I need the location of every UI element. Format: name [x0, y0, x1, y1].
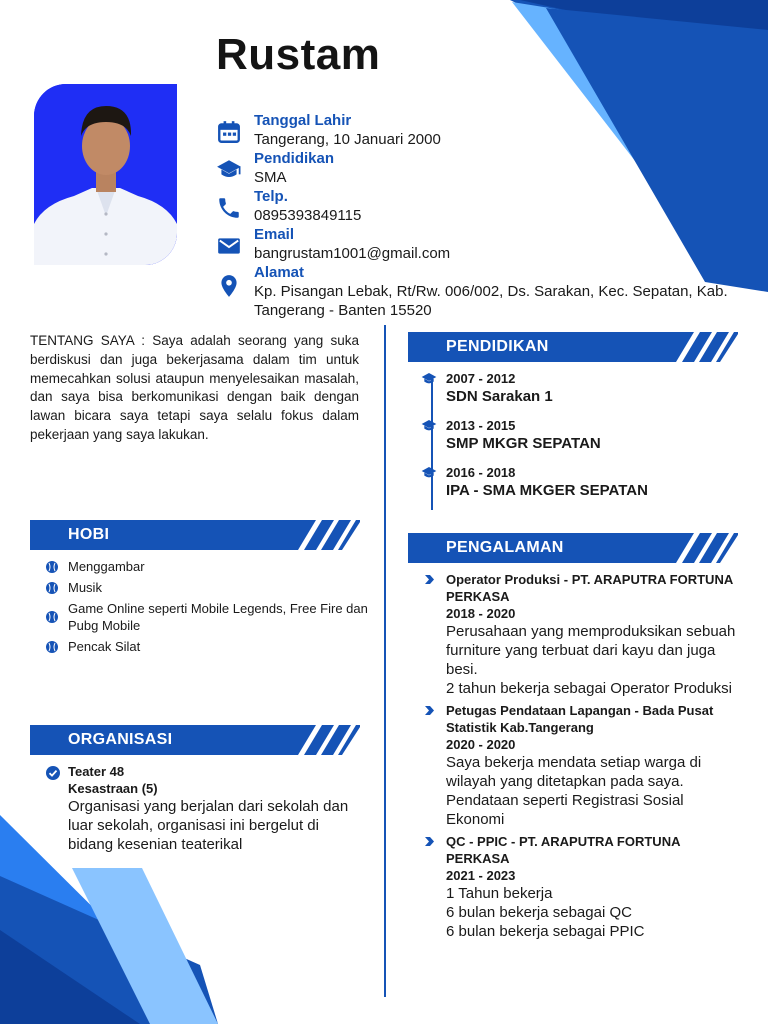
baseball-icon [46, 641, 58, 653]
contact-education [216, 149, 736, 187]
check-circle-icon [46, 766, 60, 780]
contact-phone [216, 187, 736, 225]
education-years: 2007 - 2012 [446, 371, 516, 386]
baseball-icon [46, 611, 58, 623]
education-school: SMP MKGR SEPATAN [446, 435, 601, 452]
hobi-list [46, 558, 368, 659]
experience-title: Operator Produksi - PT. ARAPUTRA FORTUNA PERKASA [446, 572, 733, 604]
experience-description: 1 Tahun bekerja [446, 885, 553, 902]
list-item [46, 638, 368, 655]
pendidikan-heading-banner [408, 332, 738, 362]
address-value: Kp. Pisangan Lebak, Rt/Rw. 006/002, Ds. Sarakan, Kec. Sepatan, Kab. Tangerang - Banten 15520 [254, 283, 728, 319]
list-item [46, 600, 368, 634]
experience-description: Saya bekerja mendata setiap warga di wilayah yang ditetapkan pada saya. Pendataan seperti Registrasi Sosial Ekonomi [446, 754, 702, 828]
experience-description: 6 bulan bekerja sebagai QC [446, 904, 632, 921]
chevron-right-icon [424, 705, 435, 716]
list-item [424, 464, 744, 511]
experience-title: QC - PPIC - PT. ARAPUTRA FORTUNA PERKASA [446, 834, 680, 866]
column-divider [384, 325, 386, 997]
email-value: bangrustam1001@gmail.com [254, 245, 451, 262]
experience-description: 2 tahun bekerja sebagai Operator Produksi [446, 680, 733, 697]
organisasi-name: Teater 48 [68, 764, 125, 779]
education-school: SDN Sarakan 1 [446, 388, 553, 405]
phone-label: Telp. [254, 188, 288, 205]
pengalaman-heading-banner [408, 533, 738, 563]
profile-photo [34, 84, 177, 265]
list-item [424, 370, 744, 417]
hobi-item-text: Pencak Silat [68, 639, 141, 654]
person-portrait-icon [34, 84, 177, 265]
email-label: Email [254, 226, 295, 243]
graduation-cap-icon [216, 157, 242, 183]
birthdate-label: Tanggal Lahir [254, 112, 352, 129]
graduation-cap-icon [421, 466, 437, 480]
pendidikan-heading: PENDIDIKAN [446, 338, 549, 355]
experience-title: Petugas Pendataan Lapangan - Bada Pusat Statistik Kab.Tangerang [446, 703, 714, 735]
hobi-item-text: Game Online seperti Mobile Legends, Free Fire dan Pubg Mobile [68, 601, 368, 633]
list-item [424, 417, 744, 464]
experience-period: 2021 - 2023 [446, 868, 516, 883]
education-years: 2016 - 2018 [446, 465, 516, 480]
phone-icon [216, 195, 242, 221]
baseball-icon [46, 582, 58, 594]
pengalaman-heading: PENGALAMAN [446, 539, 564, 556]
graduation-cap-icon [421, 419, 437, 433]
chevron-right-icon [424, 574, 435, 585]
hobi-heading: HOBI [68, 526, 110, 543]
address-label: Alamat [254, 264, 305, 281]
list-item [424, 833, 744, 941]
education-years: 2013 - 2015 [446, 418, 516, 433]
person-name: Rustam [216, 30, 381, 79]
contact-info-list [216, 111, 736, 320]
education-label: Pendidikan [254, 150, 335, 167]
list-item [46, 558, 368, 575]
chevron-right-icon [424, 836, 435, 847]
list-item [424, 702, 744, 829]
organisasi-heading-banner [30, 725, 360, 755]
education-school: IPA - SMA MKGER SEPATAN [446, 482, 648, 499]
calendar-icon [216, 119, 242, 145]
experience-period: 2020 - 2020 [446, 737, 516, 752]
location-pin-icon [216, 273, 242, 299]
hobi-heading-banner [30, 520, 360, 550]
pendidikan-list [424, 370, 744, 511]
organisasi-heading: ORGANISASI [68, 731, 173, 748]
experience-period: 2018 - 2020 [446, 606, 516, 621]
education-value: SMA [254, 169, 287, 186]
organisasi-entry [46, 763, 356, 854]
organisasi-description: Organisasi yang berjalan dari sekolah dan luar sekolah, organisasi ini bergelut di bidang kesenian teaterikal [68, 798, 349, 853]
list-item [46, 579, 368, 596]
phone-value: 0895393849115 [254, 207, 362, 224]
experience-description: Perusahaan yang memproduksikan sebuah furniture yang terbuat dari kayu dan juga besi. [446, 623, 736, 678]
graduation-cap-icon [421, 372, 437, 386]
experience-description: 6 bulan bekerja sebagai PPIC [446, 923, 645, 940]
contact-email [216, 225, 736, 263]
list-item [424, 571, 744, 698]
mail-icon [216, 233, 242, 259]
contact-birthdate [216, 111, 736, 149]
birthdate-value: Tangerang, 10 Januari 2000 [254, 131, 441, 148]
hobi-item-text: Musik [68, 580, 102, 595]
organisasi-role: Kesastraan (5) [68, 781, 158, 796]
pengalaman-list [424, 571, 744, 945]
about-me-text: TENTANG SAYA : Saya adalah seorang yang suka berdiskusi dan juga bekerjasama dalam tim untuk memecahkan solusi ataupun menyelesaikan masalah, dan saya bisa berkomunikasi dengan baik dengan lawan bicara saya tetapi saya selalu fokus dalam pekerjaan yang saya lakukan. [30, 333, 359, 442]
hobi-item-text: Menggambar [68, 559, 145, 574]
contact-address [216, 263, 736, 320]
baseball-icon [46, 561, 58, 573]
